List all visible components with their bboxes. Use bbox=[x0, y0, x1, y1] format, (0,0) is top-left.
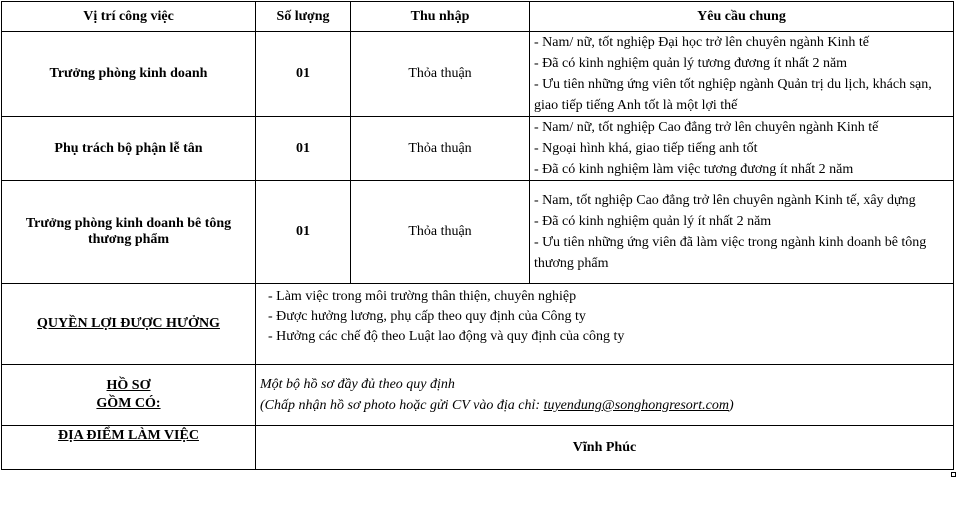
benefit-item: - Hưởng các chế độ theo Luật lao động và quy định của công ty bbox=[268, 329, 625, 344]
documents-content bbox=[256, 365, 954, 426]
benefits-row bbox=[2, 284, 954, 365]
table-row bbox=[2, 181, 954, 284]
requirement-item: - Đã có kinh nghiệm làm việc tương đương ít nhất 2 năm bbox=[534, 162, 854, 177]
workplace-title: ĐỊA ĐIỂM LÀM VIỆC bbox=[2, 426, 256, 470]
table-row bbox=[2, 117, 954, 181]
documents-title-line: GỒM CÓ: bbox=[96, 396, 161, 411]
requirement-item: - Nam/ nữ, tốt nghiệp Đại học trở lên chuyên ngành Kinh tế bbox=[534, 35, 869, 50]
requirement-item: - Nam/ nữ, tốt nghiệp Cao đẳng trở lên chuyên ngành Kinh tế bbox=[534, 120, 879, 135]
requirement-item: - Đã có kinh nghiệm quản lý tương đương ít nhất 2 năm bbox=[534, 56, 848, 71]
header-position: Vị trí công việc bbox=[2, 2, 256, 32]
header-requirements: Yêu cầu chung bbox=[530, 2, 954, 32]
recruitment-table bbox=[1, 1, 954, 470]
job-salary: Thỏa thuận bbox=[351, 181, 530, 284]
documents-title-line: HỒ SƠ bbox=[106, 378, 151, 393]
documents-line-prefix: (Chấp nhận hồ sơ photo hoặc gửi CV vào địa chỉ: bbox=[260, 398, 544, 413]
job-quantity: 01 bbox=[256, 32, 351, 117]
requirement-item: - Nam, tốt nghiệp Cao đẳng trở lên chuyên ngành Kinh tế, xây dựng bbox=[534, 193, 916, 208]
documents-line-suffix: ) bbox=[728, 398, 734, 413]
table-resize-handle[interactable] bbox=[951, 472, 956, 477]
documents-line: Một bộ hồ sơ đầy đủ theo quy định bbox=[260, 377, 455, 392]
table-header-row bbox=[2, 2, 954, 32]
job-position: Trưởng phòng kinh doanh bbox=[2, 32, 256, 117]
workplace-row bbox=[2, 426, 954, 470]
job-salary: Thỏa thuận bbox=[351, 117, 530, 181]
benefits-list bbox=[256, 284, 954, 365]
email-link[interactable]: tuyendung@songhongresort.com bbox=[543, 398, 729, 413]
job-position: Phụ trách bộ phận lễ tân bbox=[2, 117, 256, 181]
requirement-item: - Ưu tiên những ứng viên đã làm việc trong ngành kinh doanh bê tông thương phẩm bbox=[534, 235, 927, 271]
requirement-item: - Ưu tiên những ứng viên tốt nghiệp ngành Quản trị du lịch, khách sạn, giao tiếp tiếng Anh tốt là một lợi thế bbox=[534, 77, 932, 113]
benefit-item: - Được hưởng lương, phụ cấp theo quy định của Công ty bbox=[268, 309, 586, 324]
workplace-value: Vĩnh Phúc bbox=[256, 426, 954, 470]
requirement-item: - Ngoại hình khá, giao tiếp tiếng anh tốt bbox=[534, 141, 758, 156]
job-requirements bbox=[530, 181, 954, 284]
header-quantity: Số lượng bbox=[256, 2, 351, 32]
benefit-item: - Làm việc trong môi trường thân thiện, chuyên nghiệp bbox=[268, 289, 577, 304]
documents-title bbox=[2, 365, 256, 426]
header-salary: Thu nhập bbox=[351, 2, 530, 32]
benefits-title: QUYỀN LỢI ĐƯỢC HƯỞNG bbox=[2, 284, 256, 365]
job-requirements bbox=[530, 32, 954, 117]
documents-line bbox=[260, 395, 949, 416]
job-position: Trưởng phòng kinh doanh bê tông thương phẩm bbox=[2, 181, 256, 284]
documents-row bbox=[2, 365, 954, 426]
job-quantity: 01 bbox=[256, 117, 351, 181]
job-quantity: 01 bbox=[256, 181, 351, 284]
job-salary: Thỏa thuận bbox=[351, 32, 530, 117]
job-requirements bbox=[530, 117, 954, 181]
requirement-item: - Đã có kinh nghiệm quản lý ít nhất 2 năm bbox=[534, 214, 772, 229]
table-row bbox=[2, 32, 954, 117]
